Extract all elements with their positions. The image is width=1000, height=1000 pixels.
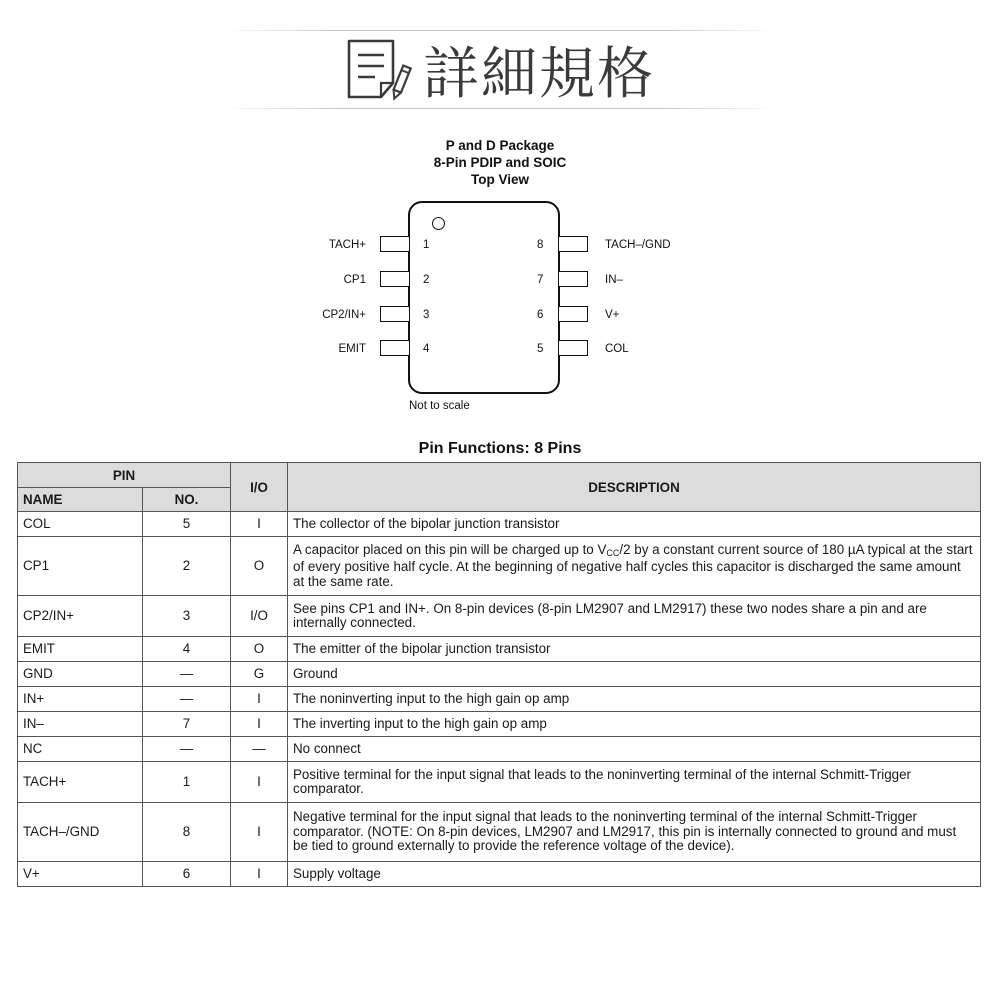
pin-label-2: CP1 bbox=[343, 274, 366, 286]
cell-io: — bbox=[231, 737, 288, 762]
pin-lead-2 bbox=[380, 271, 409, 287]
cell-io: I bbox=[231, 687, 288, 712]
cell-io: I bbox=[231, 762, 288, 803]
header-pin: PIN bbox=[18, 463, 231, 488]
cell-description: No connect bbox=[288, 737, 981, 762]
cell-name: IN+ bbox=[18, 687, 143, 712]
table-row bbox=[18, 512, 981, 537]
cell-name: COL bbox=[18, 512, 143, 537]
pin-number-3: 3 bbox=[423, 309, 430, 321]
banner-bottom-rule bbox=[225, 108, 775, 109]
pin-lead-5 bbox=[559, 340, 588, 356]
desc-text: /2 by a constant current source of 180 µA typical at the start of every positive half cycle. At the beginning of negative half cycles this capacitor is discharged the same amount at the same rate. bbox=[293, 541, 973, 589]
pin-lead-3 bbox=[380, 306, 409, 322]
cell-io: I bbox=[231, 803, 288, 862]
pin-label-8: TACH–/GND bbox=[605, 239, 671, 251]
header-no: NO. bbox=[143, 488, 231, 512]
cell-description: The collector of the bipolar junction transistor bbox=[288, 512, 981, 537]
cell-no: — bbox=[143, 662, 231, 687]
pin-lead-4 bbox=[380, 340, 409, 356]
table-row bbox=[18, 687, 981, 712]
cell-name: CP1 bbox=[18, 537, 143, 596]
cell-no: 3 bbox=[143, 596, 231, 637]
package-title-line1: P and D Package bbox=[445, 138, 555, 153]
cell-description: Ground bbox=[288, 662, 981, 687]
cell-no: — bbox=[143, 737, 231, 762]
cell-description: Positive terminal for the input signal that leads to the noninverting terminal of the internal Schmitt-Trigger comparator. bbox=[288, 762, 981, 803]
package-title-line2: 8-Pin PDIP and SOIC bbox=[433, 155, 567, 170]
table-header-row bbox=[18, 463, 981, 488]
cell-description: See pins CP1 and IN+. On 8-pin devices (8-pin LM2907 and LM2917) these two nodes share a pin and are internally connected. bbox=[288, 596, 981, 637]
package-title-line3: Top View bbox=[470, 172, 529, 187]
pin-number-1: 1 bbox=[423, 239, 430, 251]
cell-name: V+ bbox=[18, 862, 143, 887]
pin-lead-7 bbox=[559, 271, 588, 287]
cell-name: CP2/IN+ bbox=[18, 596, 143, 637]
page-banner bbox=[0, 36, 1000, 107]
pin-number-2: 2 bbox=[423, 274, 430, 286]
page-title: 詳細規格 bbox=[423, 42, 655, 107]
pin-number-5: 5 bbox=[537, 343, 544, 355]
cell-io: O bbox=[231, 537, 288, 596]
pin-label-4: EMIT bbox=[338, 343, 366, 355]
cell-no: 4 bbox=[143, 637, 231, 662]
cell-io: I bbox=[231, 712, 288, 737]
header-io: I/O bbox=[231, 463, 288, 512]
pin-functions-table bbox=[17, 462, 981, 887]
cell-no: 8 bbox=[143, 803, 231, 862]
cell-name: TACH+ bbox=[18, 762, 143, 803]
pin-label-3: CP2/IN+ bbox=[322, 309, 366, 321]
cell-description: The inverting input to the high gain op amp bbox=[288, 712, 981, 737]
cell-no: 7 bbox=[143, 712, 231, 737]
pin1-indicator-dot bbox=[432, 217, 445, 230]
cell-description bbox=[288, 537, 981, 596]
table-row bbox=[18, 537, 981, 596]
pin-number-6: 6 bbox=[537, 309, 544, 321]
desc-subscript: CC bbox=[606, 547, 620, 558]
pin-label-7: IN– bbox=[605, 274, 623, 286]
table-title: Pin Functions: 8 Pins bbox=[418, 440, 582, 457]
pin-lead-1 bbox=[380, 236, 409, 252]
table-row bbox=[18, 596, 981, 637]
scale-note: Not to scale bbox=[409, 400, 470, 412]
cell-no: 2 bbox=[143, 537, 231, 596]
table-row bbox=[18, 737, 981, 762]
cell-io: I bbox=[231, 862, 288, 887]
pin-label-1: TACH+ bbox=[328, 239, 366, 251]
pin-number-4: 4 bbox=[423, 343, 430, 355]
cell-description: Supply voltage bbox=[288, 862, 981, 887]
pin-label-6: V+ bbox=[605, 309, 620, 321]
cell-io: I bbox=[231, 512, 288, 537]
cell-io: G bbox=[231, 662, 288, 687]
pin-lead-8 bbox=[559, 236, 588, 252]
pin-lead-6 bbox=[559, 306, 588, 322]
table-row bbox=[18, 637, 981, 662]
cell-no: 5 bbox=[143, 512, 231, 537]
pin-number-8: 8 bbox=[537, 239, 544, 251]
header-name: NAME bbox=[18, 488, 143, 512]
cell-name: IN– bbox=[18, 712, 143, 737]
cell-description: Negative terminal for the input signal that leads to the noninverting terminal of the internal Schmitt-Trigger comparator. (NOTE: On 8-pin devices, LM2907 and LM2917, this pin is internally connected to ground and must be tied to ground externally to provide the reference voltage of the device). bbox=[288, 803, 981, 862]
package-title bbox=[350, 137, 650, 188]
ic-package-body bbox=[408, 201, 560, 394]
table-row bbox=[18, 662, 981, 687]
cell-no: 6 bbox=[143, 862, 231, 887]
cell-description: The emitter of the bipolar junction transistor bbox=[288, 637, 981, 662]
cell-no: — bbox=[143, 687, 231, 712]
document-pencil-icon bbox=[345, 37, 421, 103]
header-description: DESCRIPTION bbox=[288, 463, 981, 512]
pin-label-5: COL bbox=[605, 343, 629, 355]
cell-name: NC bbox=[18, 737, 143, 762]
cell-name: GND bbox=[18, 662, 143, 687]
cell-no: 1 bbox=[143, 762, 231, 803]
table-row bbox=[18, 803, 981, 862]
table-row bbox=[18, 762, 981, 803]
table-row bbox=[18, 862, 981, 887]
pin-number-7: 7 bbox=[537, 274, 544, 286]
cell-io: O bbox=[231, 637, 288, 662]
cell-io: I/O bbox=[231, 596, 288, 637]
table-row bbox=[18, 712, 981, 737]
desc-text: A capacitor placed on this pin will be charged up to V bbox=[293, 541, 607, 557]
cell-name: TACH–/GND bbox=[18, 803, 143, 862]
cell-name: EMIT bbox=[18, 637, 143, 662]
cell-description: The noninverting input to the high gain op amp bbox=[288, 687, 981, 712]
